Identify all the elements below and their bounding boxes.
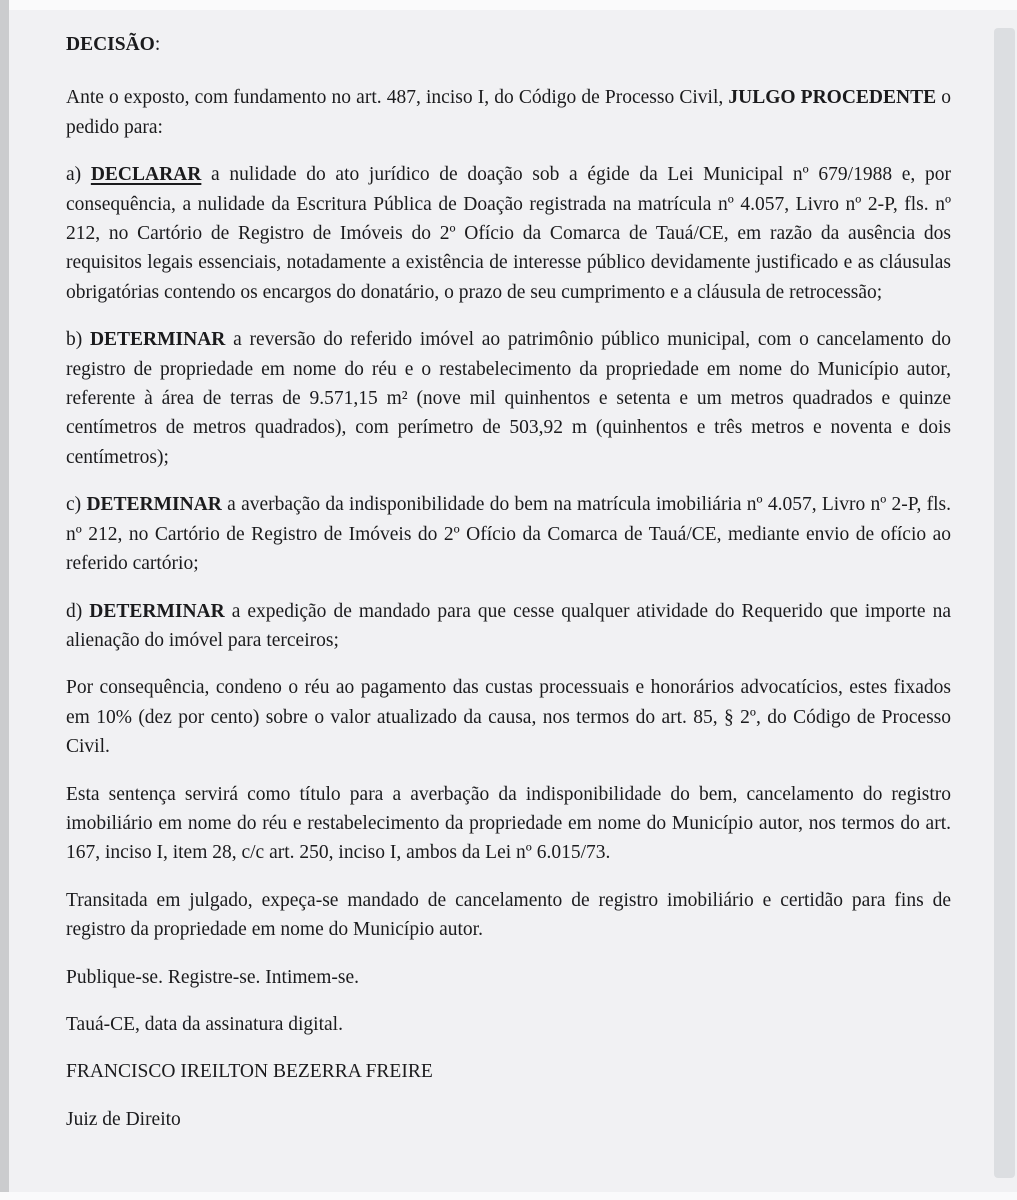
item-b-body: a reversão do referido imóvel ao patrimônio público municipal, com o cancelamento do registro de propriedade em nome do réu e o restabelecimento da propriedade em nome do Município autor, referente à área de terras de 9.571,15 m² (nove mil quinhentos e setenta e um metros quadrados e quinze centímetros de metros quadrados), com perímetro de 503,92 m (quinhentos e três metros e noventa e dois centímetros); [66,329,951,468]
item-d-body: a expedição de mandado para que cesse qualquer atividade do Requerido que importe na alienação do imóvel para terceiros; [66,600,951,651]
paragraph-sentence-title: Esta sentença servirá como título para a averbação da indisponibilidade do bem, cancelamento do registro imobiliário em nome do réu e restabelecimento da propriedade em nome do Município autor, nos termos do art. 167, inciso I, item 28, c/c art. 250, inciso I, ambos da Lei nº 6.015/73. [66,783,951,864]
item-a-marker: a) [66,164,91,186]
item-a-body: a nulidade do ato jurídico de doação sob a égide da Lei Municipal nº 679/1988 e, por consequência, a nulidade da Escritura Pública de Doação registrada na matrícula nº 4.057, Livro nº 2-P, fls. nº 212, no Cartório de Registro de Imóveis do 2º Ofício da Comarca de Tauá/CE, em razão da ausência dos requisitos legais essenciais, notadamente a existência de interesse público devidamente justificado e as cláusulas obrigatórias contendo os encargos do donatário, o prazo de seu cumprimento e a cláusula de retrocessão; [66,164,951,303]
signature-judge-title: Juiz de Direito [66,1108,181,1130]
item-d-marker: d) [66,600,90,622]
signature-place-line: Tauá-CE, data da assinatura digital. [66,1013,343,1035]
item-c-determinar [66,490,951,578]
signature-judge-name: FRANCISCO IREILTON BEZERRA FREIRE [66,1061,433,1083]
page-top-edge [0,0,1017,10]
item-b-verb: DETERMINAR [89,329,226,351]
opening-pre: Ante o exposto, com fundamento no art. 487, inciso I, do Código de Processo Civil, [66,87,729,109]
opening-post: o pedido para: [66,87,952,138]
paragraph-publish-order: Publique-se. Registre-se. Intimem-se. [66,966,359,988]
item-b-determinar [66,325,951,472]
page-left-edge-strip [0,0,9,1200]
item-c-marker: c) [66,494,87,516]
title-colon: : [154,34,161,55]
page-bottom-edge [0,1192,1017,1200]
decision-document [66,30,951,1152]
page-right-edge-strip [994,28,1015,1178]
item-b-marker: b) [66,329,90,351]
item-a-declarar [66,160,951,307]
item-a-verb: DECLARAR [90,164,202,186]
document-title [66,30,951,59]
paragraph-costs: Por consequência, condeno o réu ao pagamento das custas processuais e honorários advocatícios, estes fixados em 10% (dez por cento) sobre o valor atualizado da causa, nos termos do art. 85, § 2º, do Código de Processo Civil. [66,677,951,758]
paragraph-transit: Transitada em julgado, expeça-se mandado de cancelamento de registro imobiliário e certidão para fins de registro da propriedade em nome do Município autor. [66,889,951,941]
julgo-procedente-emphasis: JULGO PROCEDENTE [728,87,937,109]
item-c-body: a averbação da indisponibilidade do bem na matrícula imobiliária nº 4.057, Livro nº 2-P, fls. nº 212, no Cartório de Registro de Imóveis do 2º Ofício da Comarca de Tauá/CE, mediante envio de ofício ao referido cartório; [66,494,951,575]
item-d-determinar [66,597,951,656]
item-d-verb: DETERMINAR [89,600,225,622]
item-c-verb: DETERMINAR [86,494,222,516]
title-text: DECISÃO [66,34,155,55]
paragraph-opening [66,83,951,142]
